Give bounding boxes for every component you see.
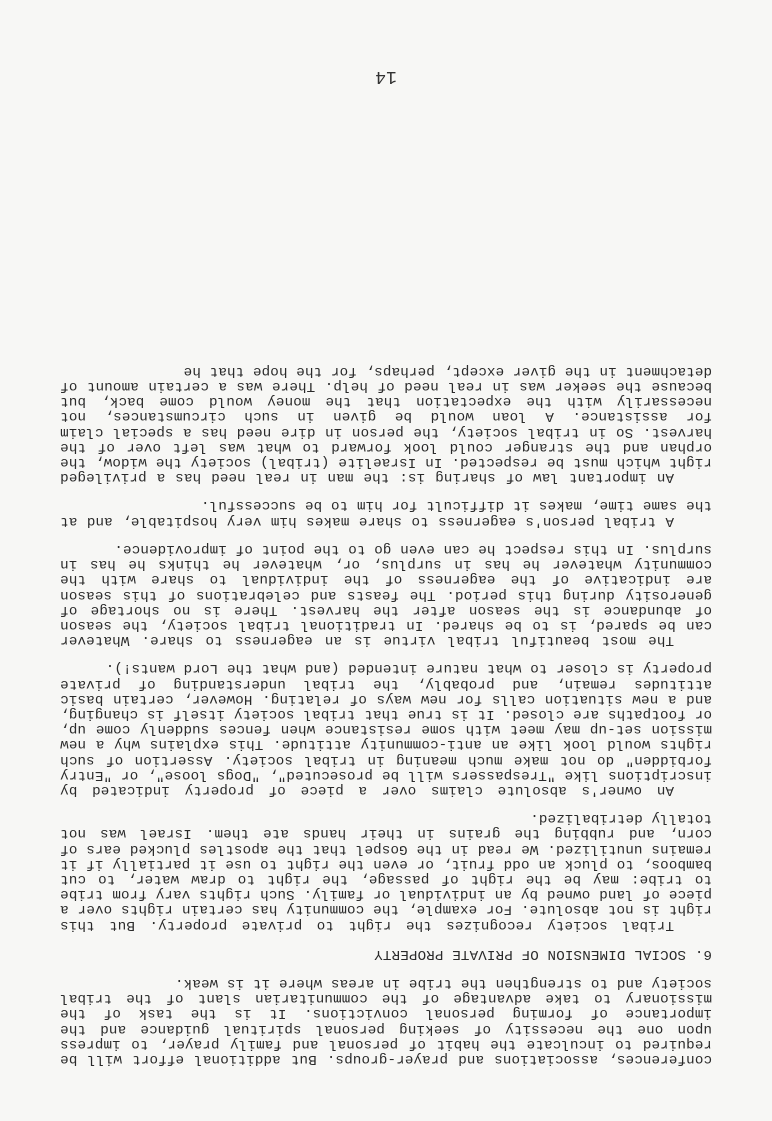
section-heading: 6. SOCIAL DIMENSION OF PRIVATE PROPERTY <box>374 945 712 962</box>
paragraph-hospitality: A tribal person's eagerness to share makes him very hospitable, and at the same time, makes it difficult for him to be successful. <box>60 497 712 529</box>
paragraph-law-of-sharing: An important law of sharing is: the man in real need has a privileged right which must be respected. In Israelite (tribal) society the widow, the orphan and the stranger could look forward to what was left over of the harvest. So in tribal society, the person in dire need has a special claim for assistance. A loan would be given in such circumstances, not necessarily with the expectation that the money would come back, but because the seeker was in real need of help. There was a certain amount of detachment in the giver except, perhaps, for the hope that he <box>60 362 712 486</box>
paragraph-property-rights: Tribal society recognizes the right to private property. But this right is not absolute. For example, the community has certain rights over a piece of land owned by an individual or family. Such rights vary from tribe to tribe: may be the right of passage, the right to draw water, to cut bamboos, to pluck an odd fruit, or even the right to use it partially if it remains unutilized. We read in the Gospel that the apostles plucked ears of corn, and rubbing the grains in their hands ate them. Israel was not totally detribalized. <box>60 810 712 933</box>
page-body <box>60 350 712 1066</box>
paragraph-sharing-virtue: The most beautiful tribal virtue is an eagerness to share. Whatever can be spared, is to be shared. In traditional tribal society, the season of abundance is the season after the harvest. There is no shortage of generosity during this period. The feasts and celebrations of this season are indicative of the eagerness of the individual to share with the community whatever he has in surplus, or, whatever he thinks he has in surplus. In this respect he can even go to the point of improvidence. <box>60 540 712 649</box>
paragraph-owner-claims: An owner's absolute claims over a piece of property indicated by inscriptions like "Trespassers will be prosecuted", "Dogs loose", or "Entry forbidden" do not make much meaning in tribal society. Assertion of such rights would look like an anti-community attitude. This explains why a new mission set-up may meet with some resistance when fences suddenly come up, or footpaths are closed. It is true that tribal society itself is changing, and a new situation calls for new ways of relating. However, certain basic attitudes remain, and probably, the tribal understanding of private property is closer to what nature intended (and what the Lord wants!). <box>60 660 712 798</box>
page-number: 14 <box>375 66 397 86</box>
paragraph-intro: conferences, associations and prayer-groups. But additional effort will be required to inculcate the habit of personal and family prayer, to impress upon one the necessity of seeking personal spiritual guidance and the importance of forming personal convictions. It is the task of the missionary to take advantage of the communitarian slant of the tribal society and to strengthen the tribe in areas where it is weak. <box>60 974 712 1067</box>
